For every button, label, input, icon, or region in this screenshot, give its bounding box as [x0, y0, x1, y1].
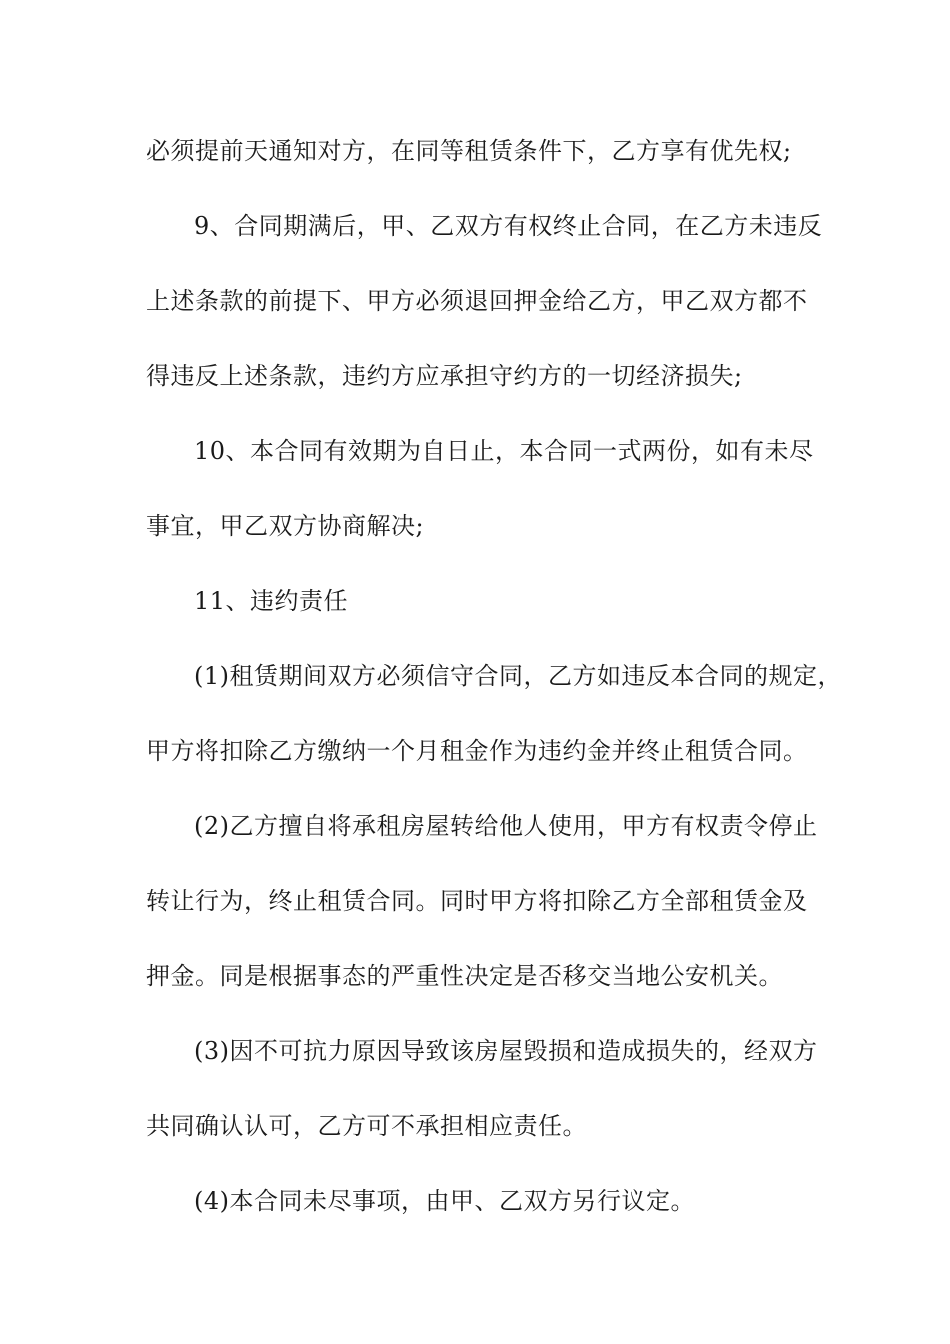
paragraph-9-line-1: 9、合同期满后，甲、乙双方有权终止合同，在乙方未违反: [194, 212, 823, 240]
clause-2-line-3: 押金。同是根据事态的严重性决定是否移交当地公安机关。: [146, 962, 783, 990]
text-line: 必须提前天通知对方，在同等租赁条件下，乙方享有优先权;: [146, 137, 792, 165]
clause-1-line-2: 甲方将扣除乙方缴纳一个月租金作为违约金并终止租赁合同。: [146, 737, 808, 765]
paragraph-10-line-1: 10、本合同有效期为自日止，本合同一式两份，如有未尽: [194, 437, 814, 465]
paragraph-10-line-2: 事宜，甲乙双方协商解决;: [146, 512, 425, 540]
section-11-heading: 11、违约责任: [194, 587, 349, 615]
clause-3-line-2: 共同确认认可，乙方可不承担相应责任。: [146, 1112, 587, 1140]
clause-2-line-1: (2)乙方擅自将承租房屋转给他人使用，甲方有权责令停止: [194, 812, 818, 840]
clause-1-line-1: (1)租赁期间双方必须信守合同，乙方如违反本合同的规定，: [194, 662, 842, 690]
clause-4-line-1: (4)本合同未尽事项，由甲、乙双方另行议定。: [194, 1187, 695, 1215]
paragraph-9-line-3: 得违反上述条款，违约方应承担守约方的一切经济损失;: [146, 362, 743, 390]
paragraph-9-line-2: 上述条款的前提下、甲方必须退回押金给乙方，甲乙双方都不: [146, 287, 808, 315]
clause-2-line-2: 转让行为，终止租赁合同。同时甲方将扣除乙方全部租赁金及: [146, 887, 808, 915]
clause-3-line-1: (3)因不可抗力原因导致该房屋毁损和造成损失的，经双方: [194, 1037, 818, 1065]
